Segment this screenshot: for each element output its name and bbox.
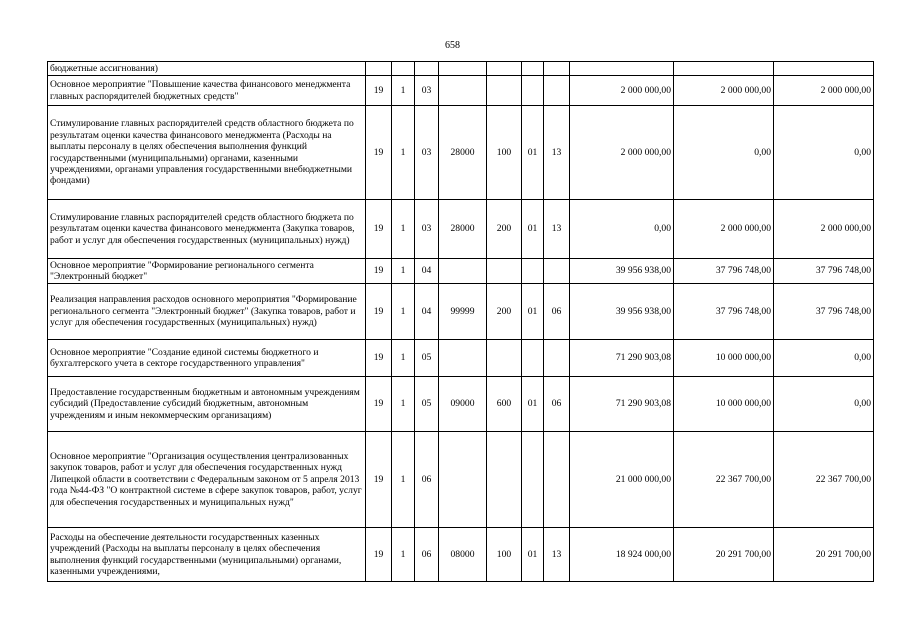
program-code [366,62,392,76]
subprogram-code: 1 [392,259,415,284]
section-code [522,76,544,106]
expense-type-code [487,432,522,528]
program-code: 19 [366,377,392,432]
row-description: Основное мероприятие "Повышение качества финансового менеджмента главных распорядителей бюджетных средств" [48,76,366,106]
program-code: 19 [366,432,392,528]
amount-year-1: 0,00 [570,200,674,259]
row-description: Стимулирование главных распорядителей средств областного бюджета по результатам оценки качества финансового менеджмента (Закупка товаров, работ и услуг для обеспечения государственных (муниципальных) нужд) [48,200,366,259]
expense-type-code [487,259,522,284]
amount-year-2: 2 000 000,00 [674,76,774,106]
section-code: 01 [522,106,544,200]
table-row [48,528,874,582]
table-row [48,340,874,377]
direction-code [439,76,487,106]
row-description: Реализация направления расходов основного мероприятия "Формирование регионального сегмента "Электронный бюджет" (Закупка товаров, работ и услуг для обеспечения государственных (муниципальных) нужд) [48,284,366,340]
amount-year-1: 39 956 938,00 [570,259,674,284]
table-row [48,76,874,106]
subprogram-code: 1 [392,76,415,106]
amount-year-1: 71 290 903,08 [570,377,674,432]
amount-year-3 [774,62,874,76]
table-row [48,200,874,259]
amount-year-2: 10 000 000,00 [674,340,774,377]
activity-code [415,62,439,76]
row-description: Предоставление государственным бюджетным и автономным учреждениям субсидий (Предоставление субсидий бюджетным, автономным учреждениям и иным некоммерческим организациям) [48,377,366,432]
table-row [48,284,874,340]
amount-year-3: 2 000 000,00 [774,76,874,106]
row-description: Расходы на обеспечение деятельности государственных казенных учреждений (Расходы на выплаты персоналу в целях обеспечения выполнения функций государственными (муниципальными) органами, казенными учреждениями, [48,528,366,582]
activity-code: 06 [415,528,439,582]
amount-year-3: 0,00 [774,106,874,200]
amount-year-1: 18 924 000,00 [570,528,674,582]
amount-year-2: 0,00 [674,106,774,200]
activity-code: 05 [415,340,439,377]
subprogram-code: 1 [392,377,415,432]
budget-table [47,61,874,582]
amount-year-1: 21 000 000,00 [570,432,674,528]
amount-year-3: 37 796 748,00 [774,259,874,284]
activity-code: 03 [415,106,439,200]
section-code [522,259,544,284]
subsection-code: 13 [544,106,570,200]
table-row [48,432,874,528]
direction-code: 99999 [439,284,487,340]
direction-code: 28000 [439,200,487,259]
row-description: бюджетные ассигнования) [48,62,366,76]
amount-year-1 [570,62,674,76]
amount-year-1: 71 290 903,08 [570,340,674,377]
subsection-code [544,432,570,528]
amount-year-2: 37 796 748,00 [674,284,774,340]
table-row [48,377,874,432]
row-description: Основное мероприятие "Создание единой системы бюджетного и бухгалтерского учета в секторе государственного управления" [48,340,366,377]
direction-code [439,432,487,528]
table-row [48,106,874,200]
amount-year-1: 2 000 000,00 [570,76,674,106]
direction-code [439,340,487,377]
subprogram-code: 1 [392,432,415,528]
amount-year-3: 0,00 [774,377,874,432]
subprogram-code [392,62,415,76]
program-code: 19 [366,284,392,340]
amount-year-3: 20 291 700,00 [774,528,874,582]
expense-type-code: 100 [487,106,522,200]
activity-code: 06 [415,432,439,528]
amount-year-3: 2 000 000,00 [774,200,874,259]
direction-code: 09000 [439,377,487,432]
expense-type-code [487,76,522,106]
expense-type-code [487,340,522,377]
subprogram-code: 1 [392,528,415,582]
amount-year-2: 37 796 748,00 [674,259,774,284]
subsection-code [544,340,570,377]
section-code: 01 [522,200,544,259]
subprogram-code: 1 [392,284,415,340]
activity-code: 03 [415,76,439,106]
expense-type-code [487,62,522,76]
subsection-code [544,62,570,76]
expense-type-code: 100 [487,528,522,582]
subsection-code: 13 [544,200,570,259]
expense-type-code: 600 [487,377,522,432]
expense-type-code: 200 [487,284,522,340]
amount-year-2: 2 000 000,00 [674,200,774,259]
subprogram-code: 1 [392,340,415,377]
amount-year-1: 39 956 938,00 [570,284,674,340]
subsection-code [544,259,570,284]
row-description: Основное мероприятие "Организация осуществления централизованных закупок товаров, работ и услуг для обеспечения государственных нужд Липецкой области в соответствии с Федеральным законом от 5 апреля 2013 года №44-ФЗ "О контрактной системе в сфере закупок товаров, работ, услуг для обеспечения государственных и муниципальных нужд" [48,432,366,528]
amount-year-1: 2 000 000,00 [570,106,674,200]
direction-code [439,259,487,284]
amount-year-2: 10 000 000,00 [674,377,774,432]
direction-code [439,62,487,76]
section-code [522,432,544,528]
subsection-code: 13 [544,528,570,582]
activity-code: 05 [415,377,439,432]
subprogram-code: 1 [392,200,415,259]
activity-code: 04 [415,284,439,340]
program-code: 19 [366,340,392,377]
subsection-code: 06 [544,377,570,432]
program-code: 19 [366,106,392,200]
subsection-code [544,76,570,106]
table-row [48,62,874,76]
activity-code: 04 [415,259,439,284]
activity-code: 03 [415,200,439,259]
subprogram-code: 1 [392,106,415,200]
section-code: 01 [522,528,544,582]
program-code: 19 [366,76,392,106]
program-code: 19 [366,528,392,582]
section-code: 01 [522,377,544,432]
section-code [522,62,544,76]
amount-year-3: 22 367 700,00 [774,432,874,528]
row-description: Основное мероприятие "Формирование регионального сегмента "Электронный бюджет" [48,259,366,284]
amount-year-3: 0,00 [774,340,874,377]
row-description: Стимулирование главных распорядителей средств областного бюджета по результатам оценки качества финансового менеджмента (Расходы на выплаты персоналу в целях обеспечения выполнения функций государственными (муниципальными) органами, казенными учреждениями, органами управления государственными внебюджетными фондами) [48,106,366,200]
amount-year-2: 22 367 700,00 [674,432,774,528]
amount-year-3: 37 796 748,00 [774,284,874,340]
program-code: 19 [366,200,392,259]
subsection-code: 06 [544,284,570,340]
table-row [48,259,874,284]
page-number: 658 [445,40,460,51]
section-code: 01 [522,284,544,340]
direction-code: 08000 [439,528,487,582]
program-code: 19 [366,259,392,284]
amount-year-2: 20 291 700,00 [674,528,774,582]
section-code [522,340,544,377]
direction-code: 28000 [439,106,487,200]
budget-table-body [48,62,874,582]
expense-type-code: 200 [487,200,522,259]
amount-year-2 [674,62,774,76]
